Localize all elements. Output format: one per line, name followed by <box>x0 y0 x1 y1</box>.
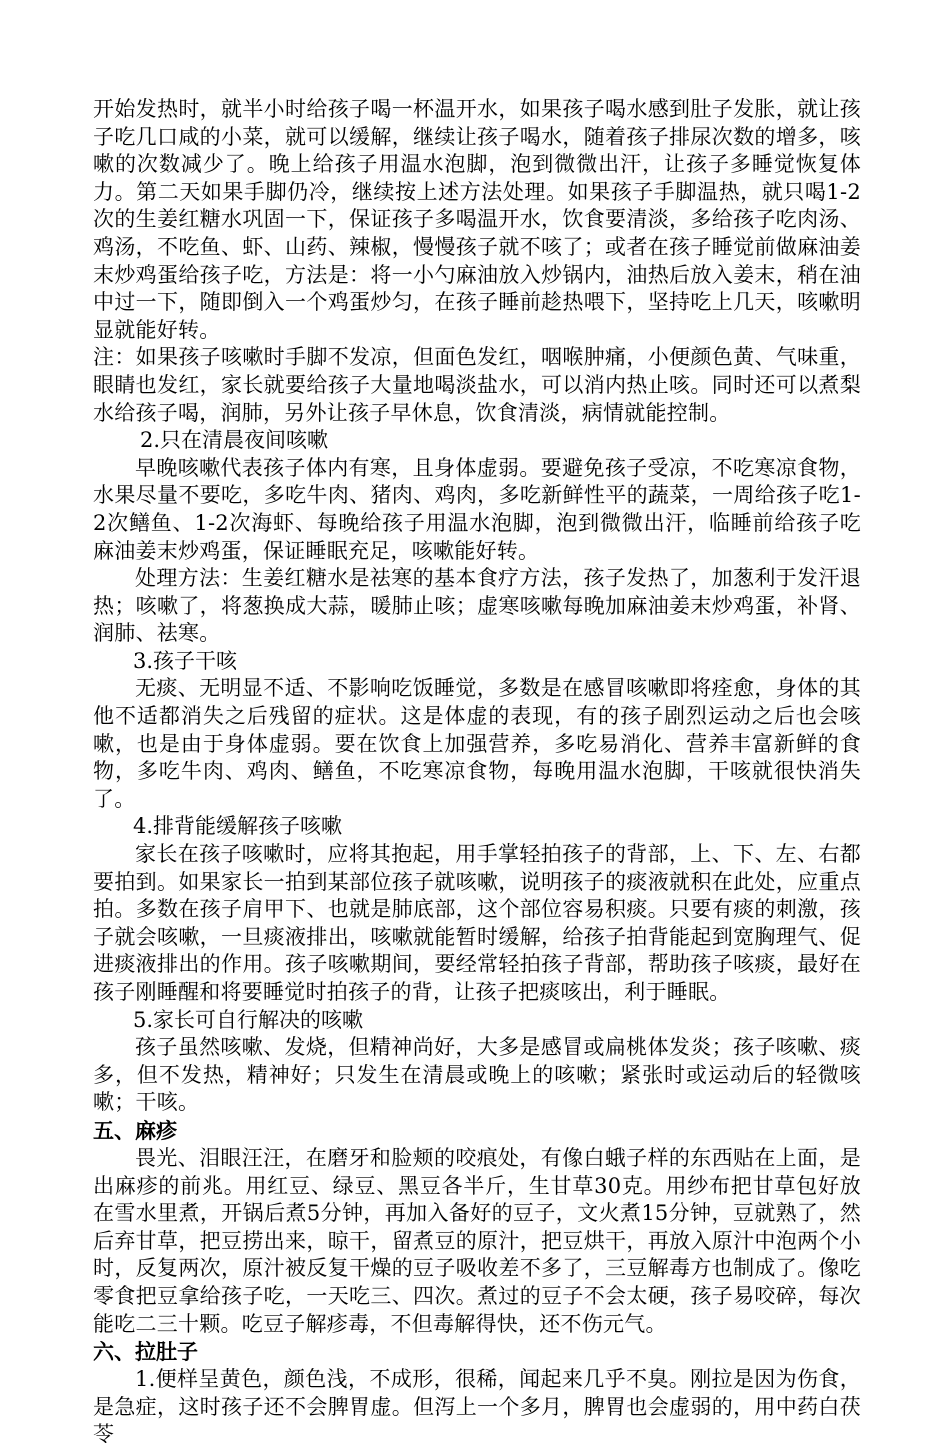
subheading-back-patting: 4.排背能缓解孩子咳嗽 <box>133 814 343 839</box>
paragraph-diarrhea: 1.便样呈黄色，颜色浅，不成形，很稀，闻起来几乎不臭。刚拉是因为伤食，是急症，这时孩子还不会脾胃虚。但泻上一个多月，脾胃也会虚弱的，用中药白茯苓 <box>93 1367 861 1447</box>
subheading-morning-night-cough: 2.只在清晨夜间咳嗽 <box>140 428 329 453</box>
subheading-self-treatable-cough: 5.家长可自行解决的咳嗽 <box>133 1007 364 1032</box>
document-page <box>93 96 861 1449</box>
section-title-diarrhea: 六、拉肚子 <box>93 1339 198 1365</box>
paragraph-morning-cough: 早晚咳嗽代表孩子体内有寒，且身体虚弱。要避免孩子受凉，不吃寒凉食物，水果尽量不要吃，多吃牛肉、猪肉、鸡肉，多吃新鲜性平的蔬菜，一周给孩子吃1-2次鳝鱼、1-2次海虾、每晚给孩子用温水泡脚，泡到微微出汗，临睡前给孩子吃麻油姜末炒鸡蛋，保证睡眠充足，咳嗽能好转。 <box>93 455 861 563</box>
paragraph-measles: 畏光、泪眼汪汪，在磨牙和脸颊的咬痕处，有像白蛾子样的东西贴在上面，是出麻疹的前兆。用红豆、绿豆、黑豆各半斤，生甘草30克。用纱布把甘草包好放在雪水里煮，开锅后煮5分钟，再加入备好的豆子，文火煮15分钟，豆就熟了，然后弃甘草，把豆捞出来，晾干，留煮豆的原汁，把豆烘干，再放入原汁中泡两个小时，反复两次，原汁被反复干燥的豆子吸收差不多了，三豆解毒方也制成了。像吃零食把豆拿给孩子吃，一天吃三、四次。煮过的豆子不会太硬，孩子易咬碎，每次能吃二三十颗。吃豆子解疹毒，不但毒解得快，还不伤元气。 <box>93 1145 861 1336</box>
paragraph-note: 注：如果孩子咳嗽时手脚不发凉，但面色发红，咽喉肿痛，小便颜色黄、气味重，眼睛也发红，家长就要给孩子大量地喝淡盐水，可以消内热止咳。同时还可以煮梨水给孩子喝，润肺，另外让孩子早休息，饮食清淡，病情就能控制。 <box>93 345 861 425</box>
subheading-dry-cough: 3.孩子干咳 <box>133 648 238 673</box>
paragraph-treatment-method: 处理方法：生姜红糖水是祛寒的基本食疗方法，孩子发热了，加葱利于发汗退热；咳嗽了，将葱换成大蒜，暖肺止咳；虚寒咳嗽每晚加麻油姜末炒鸡蛋，补肾、润肺、祛寒。 <box>93 566 861 646</box>
paragraph-dry-cough: 无痰、无明显不适、不影响吃饭睡觉，多数是在感冒咳嗽即将痊愈，身体的其他不适都消失之后残留的症状。这是体虚的表现，有的孩子剧烈运动之后也会咳嗽，也是由于身体虚弱。要在饮食上加强营养，多吃易消化、营养丰富新鲜的食物，多吃牛肉、鸡肉、鳝鱼，不吃寒凉食物，每晚用温水泡脚，干咳就很快消失了。 <box>93 676 861 811</box>
paragraph-self-treatable-cough: 孩子虽然咳嗽、发烧，但精神尚好，大多是感冒或扁桃体发炎；孩子咳嗽、痰多，但不发热，精神好；只发生在清晨或晚上的咳嗽；紧张时或运动后的轻微咳嗽；干咳。 <box>93 1035 861 1115</box>
section-title-measles: 五、麻疹 <box>93 1117 177 1143</box>
paragraph-fever-treatment: 开始发热时，就半小时给孩子喝一杯温开水，如果孩子喝水感到肚子发胀，就让孩子吃几口咸的小菜，就可以缓解，继续让孩子喝水，随着孩子排尿次数的增多，咳嗽的次数减少了。晚上给孩子用温水泡脚，泡到微微出汗，让孩子多睡觉恢复体力。第二天如果手脚仍冷，继续按上述方法处理。如果孩子手脚温热，就只喝1-2次的生姜红糖水巩固一下，保证孩子多喝温开水，饮食要清淡，多给孩子吃肉汤、鸡汤，不吃鱼、虾、山药、辣椒，慢慢孩子就不咳了；或者在孩子睡觉前做麻油姜末炒鸡蛋给孩子吃，方法是：将一小勺麻油放入炒锅内，油热后放入姜末，稍在油中过一下，随即倒入一个鸡蛋炒匀，在孩子睡前趁热喂下，坚持吃上几天，咳嗽明显就能好转。 <box>93 97 861 342</box>
paragraph-back-patting: 家长在孩子咳嗽时，应将其抱起，用手掌轻拍孩子的背部，上、下、左、右都要拍到。如果家长一拍到某部位孩子就咳嗽，说明孩子的痰液就积在此处，应重点拍。多数在孩子肩甲下、也就是肺底部，这个部位容易积痰。只要有痰的刺激，孩子就会咳嗽，一旦痰液排出，咳嗽就能暂时缓解，给孩子拍背能起到宽胸理气、促进痰液排出的作用。孩子咳嗽期间，要经常轻拍孩子背部，帮助孩子咳痰，最好在孩子刚睡醒和将要睡觉时拍孩子的背，让孩子把痰咳出，利于睡眠。 <box>93 842 861 1004</box>
